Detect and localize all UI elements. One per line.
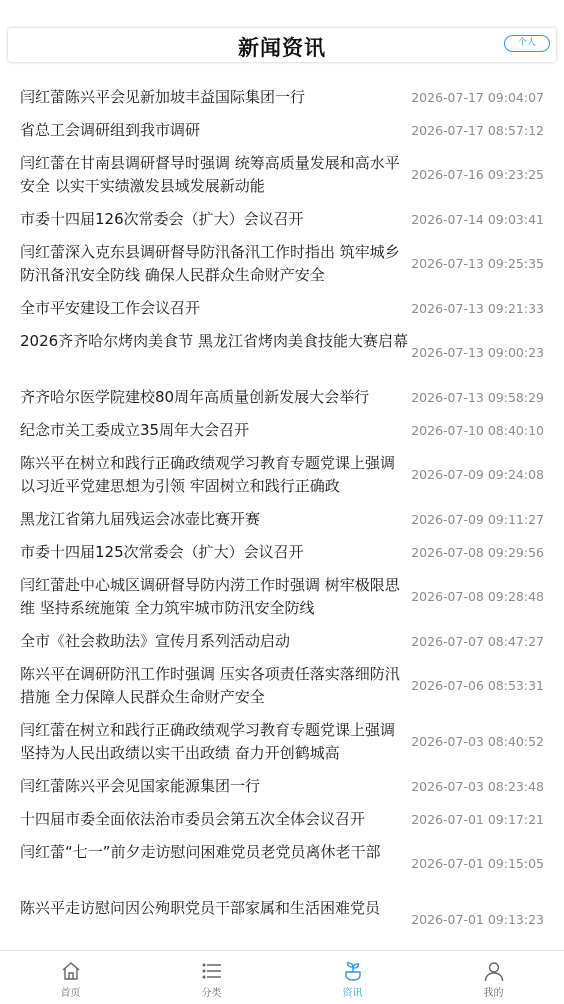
news-title: 省总工会调研组到我市调研 bbox=[20, 121, 201, 139]
news-item[interactable] bbox=[0, 892, 564, 948]
news-time: 2026-07-09 09:24:08 bbox=[411, 467, 544, 482]
news-title: 闫红蕾“七一”前夕走访慰问困难党员老党员离休老干部 bbox=[20, 843, 381, 861]
news-title: 齐齐哈尔医学院建校80周年高质量创新发展大会举行 bbox=[20, 388, 370, 406]
news-item[interactable] bbox=[0, 625, 564, 658]
news-title: 闫红蕾在甘南县调研督导时强调 统筹高质量发展和高水平安全 以实干实绩激发县域发展新动能 bbox=[20, 154, 400, 195]
news-time: 2026-07-01 09:17:21 bbox=[411, 812, 544, 827]
news-item[interactable] bbox=[0, 503, 564, 536]
news-item[interactable] bbox=[0, 658, 564, 714]
news-time: 2026-07-13 09:25:35 bbox=[411, 256, 544, 271]
news-item[interactable] bbox=[0, 203, 564, 236]
news-item[interactable] bbox=[0, 770, 564, 803]
tab-category[interactable] bbox=[141, 951, 282, 1004]
news-item[interactable] bbox=[0, 292, 564, 325]
tab-home-label: 首页 bbox=[60, 988, 81, 999]
news-time: 2026-07-08 09:28:48 bbox=[411, 589, 544, 604]
news-item[interactable] bbox=[0, 569, 564, 625]
news-time: 2026-07-17 08:57:12 bbox=[411, 123, 544, 138]
news-item[interactable] bbox=[0, 414, 564, 447]
news-title: 纪念市关工委成立35周年大会召开 bbox=[20, 421, 250, 439]
tab-mine[interactable] bbox=[423, 951, 564, 1004]
news-title: 全市平安建设工作会议召开 bbox=[20, 299, 201, 317]
user-icon bbox=[483, 960, 505, 982]
news-item[interactable] bbox=[0, 803, 564, 836]
news-item[interactable] bbox=[0, 536, 564, 569]
news-time: 2026-07-06 08:53:31 bbox=[411, 678, 544, 693]
news-time: 2026-07-13 09:00:23 bbox=[411, 345, 544, 360]
bottom-tab-bar bbox=[0, 950, 564, 1004]
tab-mine-label: 我的 bbox=[483, 988, 504, 999]
news-title: 闫红蕾在树立和践行正确政绩观学习教育专题党课上强调 坚持为人民出政绩以实干出政绩 奋力开创鹤城高 bbox=[20, 721, 396, 762]
news-title: 市委十四届125次常委会（扩大）会议召开 bbox=[20, 543, 304, 561]
news-time: 2026-07-13 09:58:29 bbox=[411, 390, 544, 405]
news-title: 陈兴平在树立和践行正确政绩观学习教育专题党课上强调 以习近平党建思想为引领 牢固树立和践行正确政 bbox=[20, 454, 396, 495]
news-item[interactable] bbox=[0, 81, 564, 114]
news-title: 陈兴平走访慰问因公殉职党员干部家属和生活困难党员 bbox=[20, 899, 381, 917]
tab-news-label: 资讯 bbox=[342, 988, 363, 999]
news-title: 闫红蕾深入克东县调研督导防汛备汛工作时指出 筑牢城乡防汛备汛安全防线 确保人民群众生命财产安全 bbox=[20, 243, 400, 284]
news-time: 2026-07-03 08:23:48 bbox=[411, 779, 544, 794]
news-list bbox=[0, 81, 564, 949]
news-item[interactable] bbox=[0, 836, 564, 892]
news-title: 全市《社会救助法》宣传月系列活动启动 bbox=[20, 632, 291, 650]
sprout-icon bbox=[342, 960, 364, 982]
news-title: 市委十四届126次常委会（扩大）会议召开 bbox=[20, 210, 304, 228]
news-time: 2026-07-03 08:40:52 bbox=[411, 734, 544, 749]
news-time: 2026-07-07 08:47:27 bbox=[411, 634, 544, 649]
news-item[interactable] bbox=[0, 325, 564, 381]
news-time: 2026-07-08 09:29:56 bbox=[411, 545, 544, 560]
news-time: 2026-07-01 09:13:23 bbox=[411, 912, 544, 927]
tab-category-label: 分类 bbox=[201, 988, 222, 999]
news-time: 2026-07-10 08:40:10 bbox=[411, 423, 544, 438]
page-title: 新闻资讯 bbox=[238, 36, 326, 60]
home-icon bbox=[60, 960, 82, 982]
news-title: 十四届市委全面依法治市委员会第五次全体会议召开 bbox=[20, 810, 366, 828]
news-item[interactable] bbox=[0, 236, 564, 292]
list-icon bbox=[201, 960, 223, 982]
profile-button[interactable]: 个人 bbox=[504, 35, 550, 52]
news-title: 陈兴平在调研防汛工作时强调 压实各项责任落实落细防汛措施 全力保障人民群众生命财产安全 bbox=[20, 665, 400, 706]
tab-home[interactable] bbox=[0, 951, 141, 1004]
news-item[interactable] bbox=[0, 447, 564, 503]
news-item[interactable] bbox=[0, 147, 564, 203]
news-title: 闫红蕾陈兴平会见新加坡丰益国际集团一行 bbox=[20, 88, 306, 106]
news-item[interactable] bbox=[0, 381, 564, 414]
news-item[interactable] bbox=[0, 714, 564, 770]
tab-news[interactable] bbox=[282, 951, 423, 1004]
news-title: 黑龙江省第九届残运会冰壶比赛开赛 bbox=[20, 510, 261, 528]
news-item[interactable] bbox=[0, 114, 564, 147]
news-time: 2026-07-09 09:11:27 bbox=[411, 512, 544, 527]
news-title: 2026齐齐哈尔烤肉美食节 黑龙江省烤肉美食技能大赛启幕 bbox=[20, 332, 408, 350]
top-bar bbox=[8, 28, 556, 62]
news-time: 2026-07-01 09:15:05 bbox=[411, 856, 544, 871]
news-time: 2026-07-16 09:23:25 bbox=[411, 167, 544, 182]
news-title: 闫红蕾赴中心城区调研督导防内涝工作时强调 树牢极限思维 坚持系统施策 全力筑牢城市防汛安全防线 bbox=[20, 576, 400, 617]
news-time: 2026-07-14 09:03:41 bbox=[411, 212, 544, 227]
news-time: 2026-07-13 09:21:33 bbox=[411, 301, 544, 316]
news-time: 2026-07-17 09:04:07 bbox=[411, 90, 544, 105]
news-title: 闫红蕾陈兴平会见国家能源集团一行 bbox=[20, 777, 261, 795]
